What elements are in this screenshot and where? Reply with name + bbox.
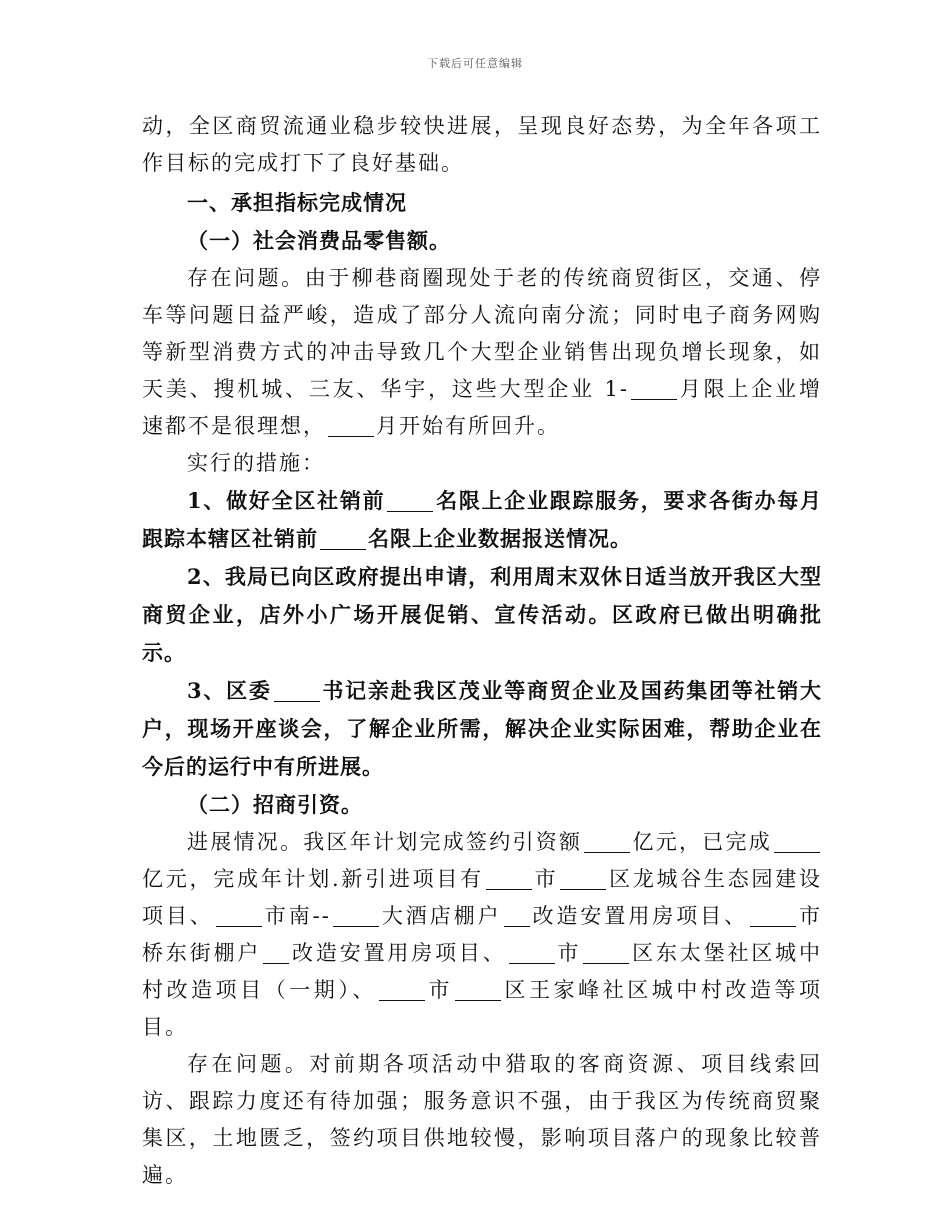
blank-underline [320,527,366,550]
blank-underline [504,904,530,927]
paragraph-measures-label: 实行的措施： [187,451,325,475]
measure-2: 2、我局已向区政府提出申请，利用周末双休日适当放开我区大型商贸企业，店外小广场开展促销、宣传活动。区政府已做出明确批示。 [142,564,822,665]
text-segment: 月限上企业增速都不是很理想， [142,377,822,438]
blank-underline [274,679,320,702]
blank-underline [263,941,289,964]
heading-subsection-1: （一）社会消费品零售额。 [187,228,451,253]
blank-underline [750,904,796,927]
blank-underline [379,978,425,1001]
blank-underline [216,904,262,927]
blank-underline [486,867,532,890]
heading-section-1: 一、承担指标完成情况 [187,190,407,215]
blank-underline [509,941,555,964]
blank-underline [774,830,820,853]
text-segment: 3、区委 [187,678,272,703]
paragraph-progress-investment [142,824,822,1046]
blank-underline [455,978,501,1001]
blank-underline [333,904,379,927]
paragraph-intro: 动，全区商贸流通业稳步较快进展，呈现良好态势，为全年各项工作目标的完成打下了良好基础。 [142,114,822,175]
text-segment: 月开始有所回升。 [376,414,560,438]
text-segment: 大酒店棚户 [380,904,502,928]
text-segment: 进展情况。我区年计划完成签约引资额 [187,830,583,854]
text-segment: 改造安置用房项目、 [531,904,749,928]
text-segment: 市南-- [263,904,331,928]
measure-1 [142,482,822,558]
text-segment: 改造安置用房项目、 [291,941,507,965]
text-segment: 存在问题。由于柳巷商圈现处于老的传统商贸街区，交通、停车等问题日益严峻，造成了部分人流向南分流；同时电子商务网购等新型消费方式的冲击导致几个大型企业销售出现负增长现象，如天美、搜机城、三友、华宇，这些大型企业 1- [142,266,822,401]
text-segment: 1、做好全区社销前 [187,488,386,513]
blank-underline [387,489,433,512]
blank-underline [328,414,374,437]
heading-subsection-2: （二）招商引资。 [187,792,363,817]
text-segment: 书记亲赴我区茂业等商贸企业及国药集团等社销大户，现场开座谈会，了解企业所需，解决企业实际困难，帮助企业在今后的运行中有所进展。 [142,678,822,779]
page-header: 下载后可任意编辑 [427,57,523,70]
blank-underline [560,867,606,890]
blank-underline [583,941,629,964]
text-segment: 名限上企业数据报送情况。 [368,526,632,551]
document-body [142,108,822,1194]
text-segment: 区王家峰社区城中村改造等项目。 [142,978,823,1039]
measure-3 [142,672,822,786]
paragraph-problems-retail [142,260,822,445]
blank-underline [584,830,630,853]
text-segment: 市 [426,978,453,1002]
text-segment: 市 [533,867,559,891]
text-segment: 亿元，完成年计划.新引进项目有 [142,867,484,891]
text-segment: 市桥东街棚户 [142,904,823,965]
text-segment: 亿元，已完成 [632,830,772,854]
text-segment: 区东太堡社区城中村改造项目（一期）、 [142,941,823,1002]
paragraph-problems-investment: 存在问题。对前期各项活动中猎取的客商资源、项目线索回访、跟踪力度还有待加强；服务意识不强，由于我区为传统商贸聚集区，土地匮乏，签约项目供地较慢，影响项目落户的现象比较普遍。 [142,1052,822,1187]
text-segment: 区龙城谷生态园建设项目、 [142,867,823,928]
text-segment: 名限上企业跟踪服务，要求各街办每月跟踪本辖区社销前 [142,488,822,551]
text-segment: 市 [556,941,582,965]
blank-underline [631,377,677,400]
